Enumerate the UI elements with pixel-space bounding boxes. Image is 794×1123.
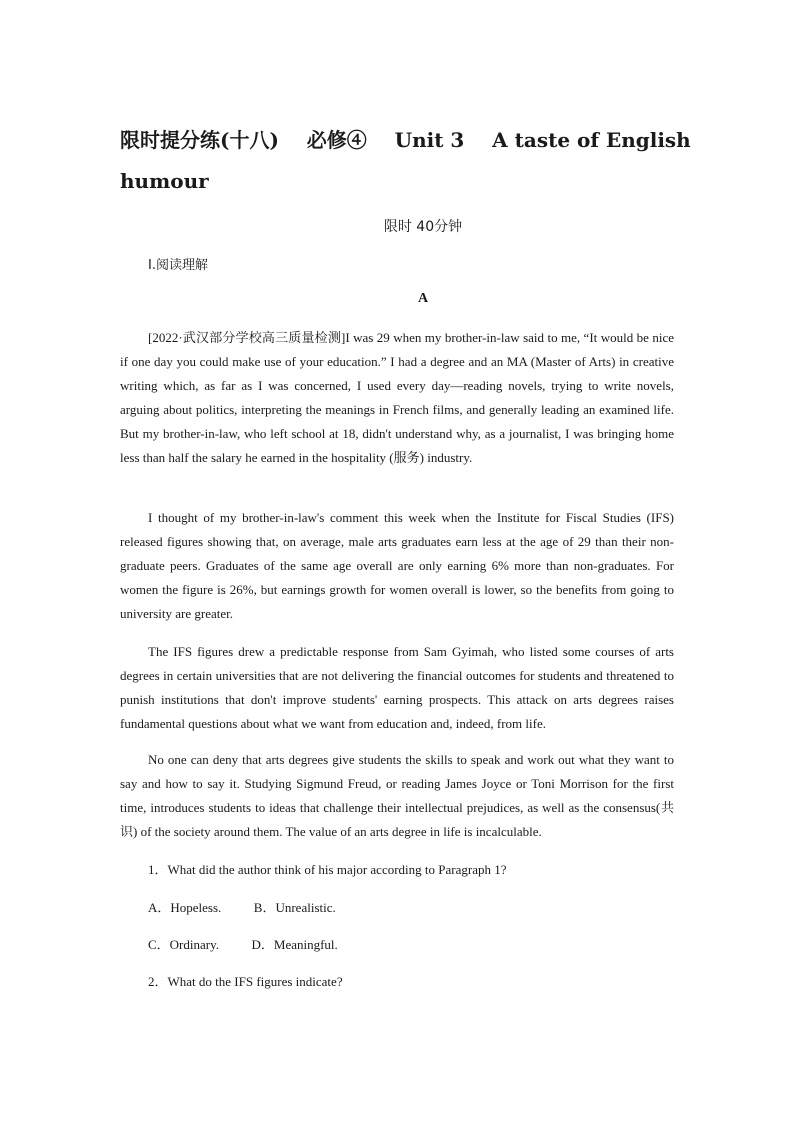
page-title bbox=[120, 120, 691, 202]
title-line-2: humour bbox=[120, 169, 209, 193]
question-1-options-ab: A．Hopeless. B．Unrealistic. bbox=[148, 900, 336, 915]
paragraph-3: The IFS figures drew a predictable response from Sam Gyimah, who listed some courses of arts degrees in certain universities that are not delivering the financial outcomes for students and threatened to punish institutions that don't improve students' earning prospects. This attack on arts degrees raises fundamental questions about what we want from education and, indeed, from life. bbox=[120, 644, 674, 731]
paragraph-2: I thought of my brother-in-law's comment this week when the Institute for Fiscal Studies (IFS) released figures showing that, on average, male arts graduates earn less at the age of 29 than their non-graduate peers. Graduates of the same age overall are only earning 6% more than non-graduates. For women the figure is 26%, but earnings growth for women overall is lower, so the benefits from going to university are greater. bbox=[120, 510, 674, 621]
question-1-options-cd: C．Ordinary. D．Meaningful. bbox=[148, 937, 338, 952]
section-heading: Ⅰ.阅读理解 bbox=[148, 258, 208, 273]
paragraph-1: [2022·武汉部分学校高三质量检测]I was 29 when my brother-in-law said to me, “It would be nice if one day you could make use of your education.” I had a degree and an MA (Master of Arts) in creative writing which, as far as I was concerned, I used every day—reading novels, trying to write novels, arguing about politics, interpreting the meanings in French films, and generally leading an examined life. But my brother-in-law, who left school at 18, didn't understand why, as a journalist, I was bringing home less than half the salary he earned in the hospitality (服务) industry. bbox=[120, 330, 674, 465]
title-line-1: 限时提分练(十八) 必修④ Unit 3 A taste of English bbox=[120, 128, 691, 152]
time-limit: 限时 40分钟 bbox=[383, 219, 463, 235]
question-2-stem: 2．What do the IFS figures indicate? bbox=[148, 974, 343, 989]
paragraph-4: No one can deny that arts degrees give students the skills to speak and work out what they want to say and how to say it. Studying Sigmund Freud, or reading James Joyce or Toni Morrison for the first time, introduces students to ideas that challenge their intellectual prejudices, as well as the consensus(共识) of the society around them. The value of an arts degree in life is incalculable. bbox=[120, 752, 674, 839]
question-1-stem: 1．What did the author think of his major according to Paragraph 1? bbox=[148, 862, 507, 877]
passage-label: A bbox=[417, 291, 429, 306]
